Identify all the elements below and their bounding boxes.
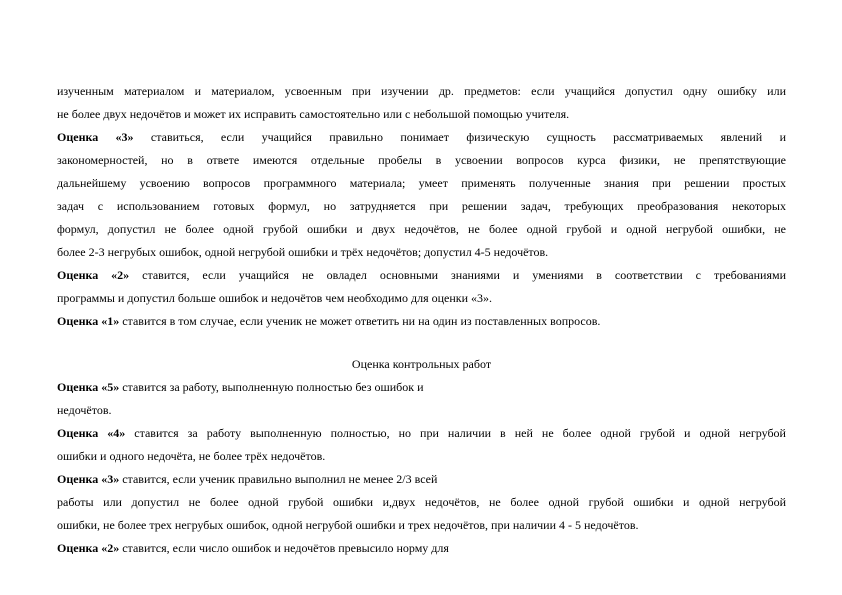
- test-grade-2-paragraph: Оценка «2» ставится, если число ошибок и недочётов превысило норму для: [57, 541, 449, 555]
- test-grade-2-label: Оценка «2»: [57, 541, 120, 555]
- grade-3-label: Оценка «3»: [57, 130, 134, 144]
- test-grade-4-label: Оценка «4»: [57, 426, 126, 440]
- text-line: программы и допустил больше ошибок и недочётов чем необходимо для оценки «3».: [57, 291, 493, 305]
- test-grade-5-paragraph: Оценка «5» ставится за работу, выполненную полностью без ошибок и: [57, 380, 424, 394]
- text-line: формул, допустил не более одной грубой ошибки и двух недочётов, не более одной грубой и одной негрубой ошибки, не: [57, 222, 786, 236]
- text-line: задач с использованием готовых формул, но затрудняется при решении задач, требующих преобразования некоторых: [57, 199, 786, 213]
- text-line: недочётов.: [57, 403, 112, 417]
- test-grade-3-label: Оценка «3»: [57, 472, 120, 486]
- test-grade-5-label: Оценка «5»: [57, 380, 120, 394]
- grade-1-paragraph: Оценка «1» ставится в том случае, если ученик не может ответить ни на один из поставленных вопросов.: [57, 314, 601, 328]
- text-line: более 2-3 негрубых ошибок, одной негрубой ошибки и трёх недочётов; допустил 4-5 недочётов.: [57, 245, 549, 259]
- grade-2-label: Оценка «2»: [57, 268, 130, 282]
- grade-2-paragraph: Оценка «2» ставится, если учащийся не овладел основными знаниями и умениями в соответствии с требованиями: [57, 268, 786, 282]
- section-title: Оценка контрольных работ: [351, 357, 492, 371]
- text-line: ошибки и одного недочёта, не более трёх недочётов.: [57, 449, 326, 463]
- grade-1-label: Оценка «1»: [57, 314, 120, 328]
- text-line: дальнейшему усвоению вопросов программного материала; умеет применять полученные знания при решении простых: [57, 176, 786, 190]
- test-grade-3-paragraph: Оценка «3» ставится, если ученик правильно выполнил не менее 2/3 всей: [57, 472, 438, 486]
- document-page: [57, 0, 786, 595]
- text-line: работы или допустил не более одной грубой ошибки и,двух недочётов, не более одной грубой ошибки и одной негрубой: [57, 495, 786, 509]
- text-line: ошибки, не более трех негрубых ошибок, одной негрубой ошибки и трех недочётов, при наличии 4 - 5 недочётов.: [57, 518, 639, 532]
- text-line: не более двух недочётов и может их исправить самостоятельно или с небольшой помощью учителя.: [57, 107, 570, 121]
- text-line: изученным материалом и материалом, усвоенным при изучении др. предметов: если учащийся допустил одну ошибку или: [57, 84, 786, 98]
- grade-3-paragraph: Оценка «3» ставиться, если учащийся правильно понимает физическую сущность рассматриваемых явлений и: [57, 130, 786, 144]
- test-grade-4-paragraph: Оценка «4» ставится за работу выполненную полностью, но при наличии в ней не более одной грубой и одной негрубой: [57, 426, 786, 440]
- text-line: закономерностей, но в ответе имеются отдельные пробелы в усвоении вопросов курса физики, не препятствующие: [57, 153, 786, 167]
